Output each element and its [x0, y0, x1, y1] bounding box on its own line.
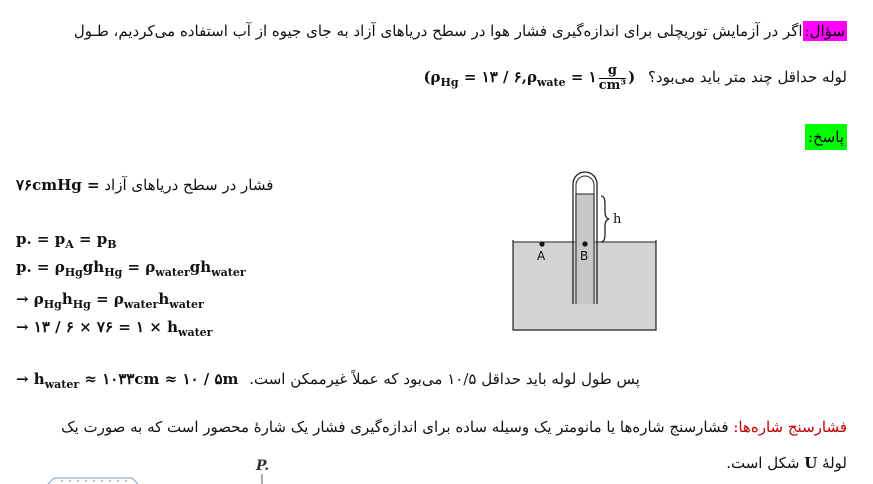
answer-label: پاسخ:: [805, 124, 847, 150]
density-fraction: $\frac{g}{\text{cm³}}$: [598, 63, 627, 93]
question-label: سؤال:: [804, 22, 845, 40]
equation-1: p. = $p_A = p_B$: [16, 230, 117, 251]
pressure-statement: [16, 176, 273, 194]
question-line-1: [7, 22, 847, 40]
conclusion-text: پس طول لوله باید حداقل ۱۰/۵ می‌بود که عملاً غیرممکن است.: [249, 370, 640, 388]
given-values: ($\rho_{Hg}$ = ۱۳ / $۶,\rho_{wate}$ = ۱ $\frac{g}{\text{cm³}}$ ): [423, 63, 636, 93]
question-text-1: اگر در آزمایش توریچلی برای اندازه‌گیری فشار هوا در سطح دریاهای آزاد به جای جیوه از آب استفاده می‌کردیم، طـول: [73, 22, 803, 40]
torricelli-figure: [505, 168, 665, 336]
conclusion-math: → $h_{water}$ ≈ ۱۰۳۳cm ≈ ۱۰ / ۵m: [16, 370, 239, 391]
point-b-label: B: [580, 249, 589, 263]
pressure-value: ۷۶cmHg =: [16, 176, 100, 194]
h-brace: [601, 196, 609, 242]
question-line-2: [7, 64, 847, 92]
point-b: [582, 241, 587, 246]
manometer-line-1: [7, 418, 847, 436]
manometer-figure-fragment: [40, 456, 280, 484]
u-letter: U: [804, 454, 818, 472]
equation-2: p. = $\rho_{Hg}gh_{Hg} = \rho_{water}gh_{water}$: [16, 258, 246, 279]
question-text-2: لوله حداقل چند متر باید می‌بود؟: [647, 68, 847, 87]
equation-3: → $\rho_{Hg}h_{Hg} = \rho_{water}h_{water}$: [16, 290, 204, 311]
manometer-text-1: فشارسنج شاره‌ها یا مانومتر یک وسیله ساده برای اندازه‌گیری فشار یک شارهٔ محصور است که به صورت یک: [61, 418, 734, 436]
conclusion-line: [16, 370, 640, 391]
point-a: [539, 241, 544, 246]
pressure-text: فشار در سطح دریاهای آزاد: [104, 176, 274, 194]
manometer-title: فشارسنج شاره‌ها:: [733, 418, 847, 436]
equation-4: → ۱۳ / ۶ × ۷۶ = ۱ × $h_{water}$: [16, 318, 213, 339]
manometer-line-2: لولهٔ U شکل است.: [726, 454, 847, 472]
h-label: h: [613, 212, 622, 227]
point-a-label: A: [537, 249, 546, 263]
p0-label: P.: [256, 458, 270, 474]
answer-line: [805, 124, 847, 150]
